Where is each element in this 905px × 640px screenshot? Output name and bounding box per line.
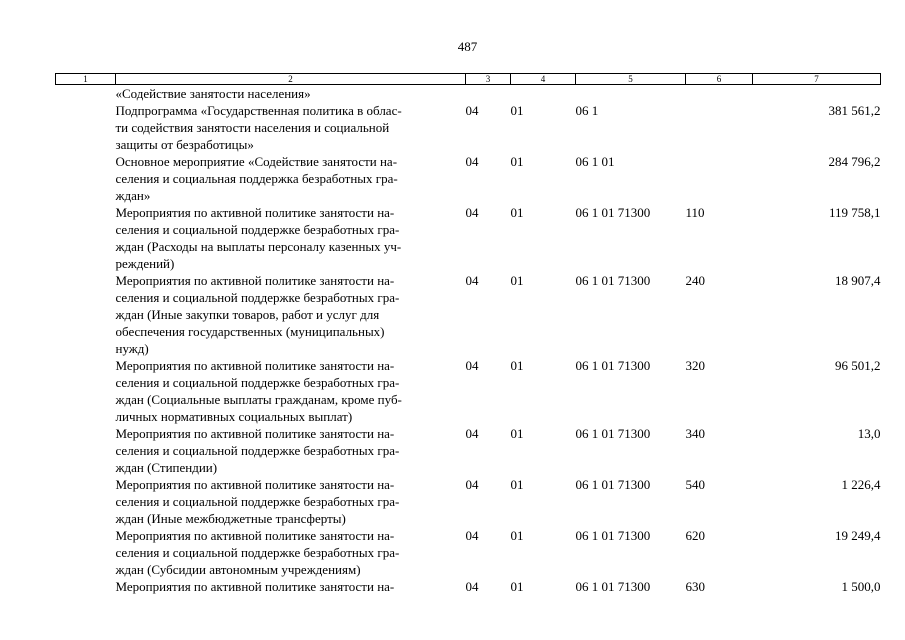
item-name-line: Мероприятия по активной политике занятости на- <box>115 205 395 220</box>
item-name-cell <box>116 204 466 272</box>
subsection-cell: 01 <box>510 426 524 441</box>
amount-cell <box>753 85 881 103</box>
section-cell <box>466 85 511 103</box>
table-row <box>56 102 881 153</box>
item-name-line: обеспечения государственных (муниципальных) <box>115 324 385 339</box>
amount-cell: 1 500,0 <box>841 579 881 594</box>
item-name-line: ждан (Расходы на выплаты персоналу казенных уч- <box>115 239 402 254</box>
table-row <box>56 204 881 272</box>
target-article-cell: 06 1 01 71300 <box>575 205 651 220</box>
target-article-cell <box>576 85 686 103</box>
row-number-cell <box>56 272 116 357</box>
item-name-line: селения и социальной поддержке безработных гра- <box>115 443 400 458</box>
column-number: 6 <box>686 74 753 85</box>
table-row <box>56 578 881 595</box>
item-name-cell <box>116 425 466 476</box>
section-cell: 04 <box>465 477 479 492</box>
section-cell: 04 <box>465 426 479 441</box>
amount-cell: 96 501,2 <box>835 358 881 373</box>
expense-type-cell <box>686 85 753 103</box>
item-name-line: Мероприятия по активной политике занятости на- <box>115 477 395 492</box>
target-article-cell: 06 1 01 71300 <box>575 477 651 492</box>
amount-cell: 13,0 <box>857 426 881 441</box>
table-body <box>56 85 881 596</box>
row-number-cell <box>56 204 116 272</box>
section-cell: 04 <box>465 579 479 594</box>
row-number-cell <box>56 527 116 578</box>
item-name-line: личных нормативных социальных выплат) <box>115 409 353 424</box>
subsection-cell: 01 <box>510 273 524 288</box>
section-cell: 04 <box>465 358 479 373</box>
item-name-cell <box>116 527 466 578</box>
item-name-line: ти содействия занятости населения и социальной <box>115 120 390 135</box>
item-name-line: Подпрограмма «Государственная политика в облас- <box>115 103 402 118</box>
subsection-cell: 01 <box>510 103 524 118</box>
item-name-line: селения и социальная поддержка безработных гра- <box>115 171 398 186</box>
amount-cell: 119 758,1 <box>828 205 881 220</box>
item-name-line: селения и социальной поддержке безработных гра- <box>115 545 400 560</box>
table-row <box>56 527 881 578</box>
budget-table <box>55 73 881 595</box>
column-number: 3 <box>466 74 511 85</box>
expense-type-cell: 110 <box>685 205 705 220</box>
amount-cell: 284 796,2 <box>828 154 881 169</box>
item-name-line: ждан (Субсидии автономным учреждениям) <box>115 562 361 577</box>
column-number: 5 <box>576 74 686 85</box>
amount-cell: 19 249,4 <box>835 528 881 543</box>
item-name-line: ждан (Иные закупки товаров, работ и услуг для <box>115 307 380 322</box>
column-number: 7 <box>753 74 881 85</box>
subsection-cell <box>511 85 576 103</box>
item-name-line: нужд) <box>115 341 149 356</box>
target-article-cell: 06 1 <box>575 103 599 118</box>
item-name-cell <box>116 85 466 103</box>
table-row <box>56 425 881 476</box>
target-article-cell: 06 1 01 71300 <box>575 528 651 543</box>
item-name-cell <box>116 357 466 425</box>
table-row <box>56 357 881 425</box>
table-row <box>56 476 881 527</box>
item-name-line: селения и социальной поддержке безработных гра- <box>115 494 400 509</box>
row-number-cell <box>56 153 116 204</box>
amount-cell: 1 226,4 <box>841 477 881 492</box>
section-cell: 04 <box>465 205 479 220</box>
item-name-line: Мероприятия по активной политике занятости на- <box>115 273 395 288</box>
item-name-line: Мероприятия по активной политике занятости на- <box>115 358 395 373</box>
expense-type-cell: 240 <box>685 273 705 288</box>
column-number: 2 <box>116 74 466 85</box>
item-name-cell <box>116 102 466 153</box>
row-number-cell <box>56 425 116 476</box>
item-name-cell <box>116 153 466 204</box>
item-name-line: реждений) <box>115 256 175 271</box>
item-name-line: селения и социальной поддержке безработных гра- <box>115 375 400 390</box>
column-number: 4 <box>511 74 576 85</box>
target-article-cell: 06 1 01 71300 <box>575 579 651 594</box>
expense-type-cell: 540 <box>685 477 705 492</box>
table-row <box>56 272 881 357</box>
item-name-line: селения и социальной поддержке безработных гра- <box>115 222 400 237</box>
subsection-cell: 01 <box>510 528 524 543</box>
expense-type-cell: 630 <box>685 579 705 594</box>
row-number-cell <box>56 357 116 425</box>
subsection-cell: 01 <box>510 358 524 373</box>
item-name-line: ждан (Социальные выплаты гражданам, кроме пуб- <box>115 392 402 407</box>
expense-type-cell: 620 <box>685 528 705 543</box>
item-name-line: Мероприятия по активной политике занятости на- <box>115 579 395 594</box>
item-name-cell <box>116 476 466 527</box>
page-number: 487 <box>457 39 478 54</box>
target-article-cell: 06 1 01 71300 <box>575 426 651 441</box>
table-row <box>56 153 881 204</box>
subsection-cell: 01 <box>510 579 524 594</box>
item-name-line: ждан» <box>115 188 151 203</box>
section-cell: 04 <box>465 528 479 543</box>
item-name-line: «Содействие занятости населения» <box>115 86 311 101</box>
column-number-row <box>56 74 881 85</box>
item-name-cell <box>116 272 466 357</box>
target-article-cell: 06 1 01 71300 <box>575 273 651 288</box>
row-number-cell <box>56 476 116 527</box>
column-number: 1 <box>56 74 116 85</box>
subsection-cell: 01 <box>510 477 524 492</box>
item-name-line: Мероприятия по активной политике занятости на- <box>115 528 395 543</box>
row-number-cell <box>56 578 116 595</box>
amount-cell: 18 907,4 <box>835 273 881 288</box>
expense-type-cell: 340 <box>685 426 705 441</box>
target-article-cell: 06 1 01 <box>575 154 615 169</box>
target-article-cell: 06 1 01 71300 <box>575 358 651 373</box>
item-name-line: Мероприятия по активной политике занятости на- <box>115 426 395 441</box>
row-number-cell <box>56 102 116 153</box>
item-name-line: селения и социальной поддержке безработных гра- <box>115 290 400 305</box>
section-cell: 04 <box>465 103 479 118</box>
item-name-line: ждан (Иные межбюджетные трансферты) <box>115 511 346 526</box>
subsection-cell: 01 <box>510 205 524 220</box>
table-row <box>56 85 881 103</box>
expense-type-cell: 320 <box>685 358 705 373</box>
subsection-cell: 01 <box>510 154 524 169</box>
item-name-line: Основное мероприятие «Содействие занятости на- <box>115 154 398 169</box>
item-name-line: ждан (Стипендии) <box>115 460 218 475</box>
section-cell: 04 <box>465 273 479 288</box>
row-number-cell <box>56 85 116 103</box>
expense-type-cell <box>686 102 753 153</box>
amount-cell: 381 561,2 <box>828 103 881 118</box>
expense-type-cell <box>686 153 753 204</box>
item-name-line: защиты от безработицы» <box>115 137 254 152</box>
item-name-cell <box>116 578 466 595</box>
section-cell: 04 <box>465 154 479 169</box>
